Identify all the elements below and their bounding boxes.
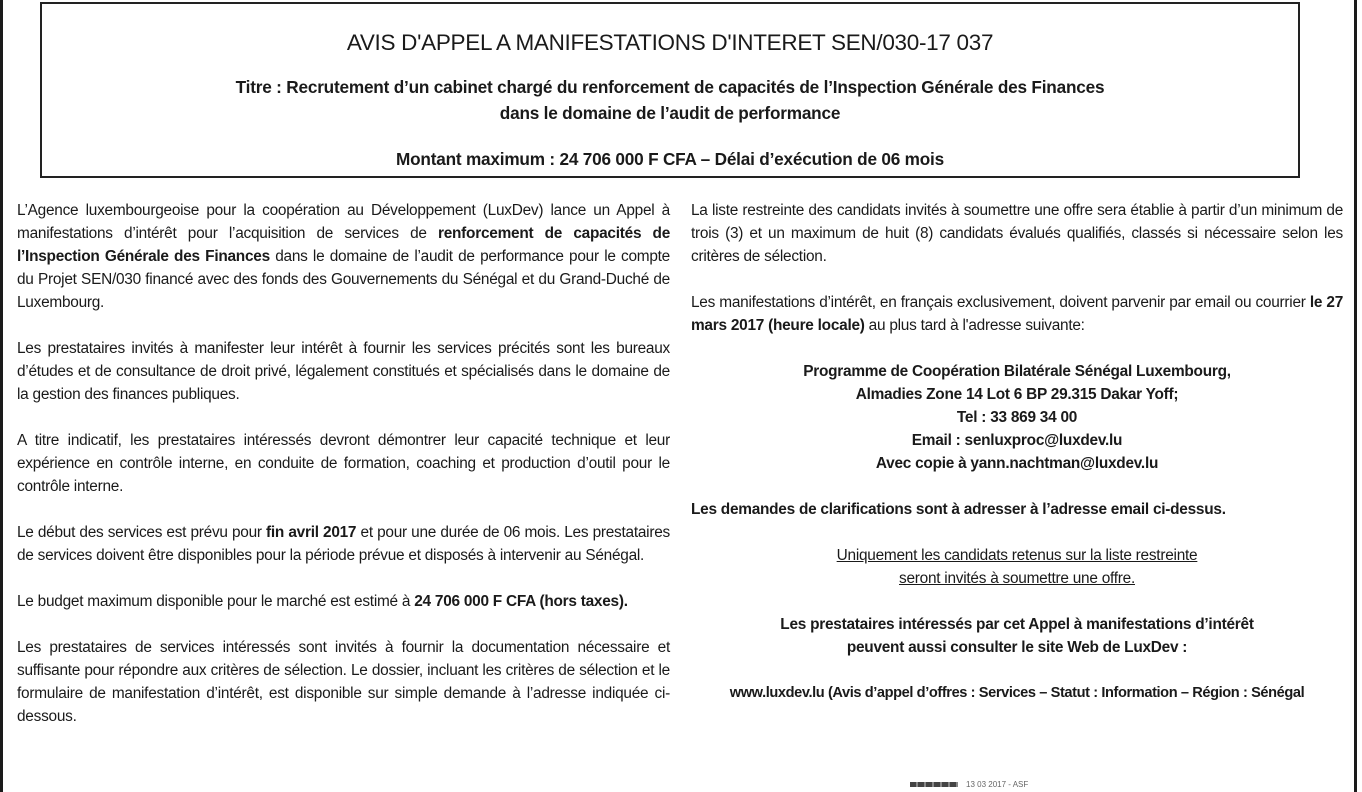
right-column <box>691 199 1343 705</box>
left-column <box>17 199 670 751</box>
address-cc-email[interactable]: Avec copie à yann.nachtman@luxdev.lu <box>875 455 1159 472</box>
intro-text-b: dans le domaine de l’audit de performance pour le compte du Projet SEN/030 financé avec des fonds des Gouvernements du Sénégal et du Grand-Duché de Luxembourg. <box>17 248 670 311</box>
address-email[interactable]: Email : senluxproc@luxdev.lu <box>911 432 1123 449</box>
paragraph-schedule <box>17 521 670 567</box>
shortlist-notice-line-1: Uniquement les candidats retenus sur la liste restreinte <box>836 547 1198 564</box>
budget-text: Le budget maximum disponible pour le marché est estimé à <box>17 593 415 610</box>
paragraph-intro <box>17 199 670 314</box>
subtitle-line-2: dans le domaine de l’audit de performance <box>499 103 841 123</box>
notice-subtitle <box>42 74 1298 126</box>
page-edge-right <box>1354 0 1357 792</box>
paragraph-shortlist: La liste restreinte des candidats invités à soumettre une offre sera établie à partir d’un minimum de trois (3) et un maximum de huit (8) candidats évalués qualifiés, classés si nécessaire selon les critères de sélection. <box>691 202 1343 265</box>
shortlist-notice-line-2: seront invités à soumettre une offre. <box>899 570 1135 587</box>
paragraph-capacity: A titre indicatif, les prestataires intéressés devront démontrer leur capacité technique et leur expérience en contrôle interne, en conduite de formation, coaching et production d’outil pour le contrôle interne. <box>17 432 670 495</box>
paragraph-budget <box>17 590 670 613</box>
paragraph-submission <box>691 291 1343 337</box>
budget-amount: 24 706 000 F CFA (hors taxes). <box>414 593 628 610</box>
barcode-mark <box>910 782 958 787</box>
page-edge-left <box>0 0 3 792</box>
submission-text-a: Les manifestations d’intérêt, en français exclusivement, doivent parvenir par email ou courrier <box>691 294 1310 311</box>
subtitle-line-1: Titre : Recrutement d’un cabinet chargé du renforcement de capacités de l’Inspection Générale des Finances <box>235 77 1105 97</box>
notice-amount: Montant maximum : 24 706 000 F CFA – Délai d’exécution de 06 mois <box>395 149 944 169</box>
address-block <box>691 360 1343 475</box>
address-phone: Tel : 33 869 34 00 <box>956 409 1078 426</box>
header-box <box>40 2 1300 178</box>
submission-text-b: au plus tard à l'adresse suivante: <box>864 317 1085 334</box>
footer-stamp: 13 03 2017 - ASF <box>966 780 1029 789</box>
shortlist-notice <box>691 544 1343 590</box>
website-info <box>691 613 1343 659</box>
intro-text-bold: renforcement de capacités de l’Inspection Générale des Finances <box>17 225 670 265</box>
clarification-note: Les demandes de clarifications sont à adresser à l’adresse email ci-dessus. <box>691 501 1226 518</box>
intro-text-a: L’Agence luxembourgeoise pour la coopération au Développement (LuxDev) lance un Appel à manifestations d’intérêt pour l’acquisition de services de <box>17 202 670 242</box>
paragraph-documentation: Les prestataires de services intéressés sont invités à fournir la documentation nécessaire et suffisante pour répondre aux critères de sélection. Le dossier, incluant les critères de sélection et le formulaire de manifestation d’intérêt, est disponible sur simple demande à l’adresse indiquée ci-dessous. <box>17 639 670 725</box>
notice-title: AVIS D'APPEL A MANIFESTATIONS D'INTERET SEN/030-17 037 <box>346 30 994 55</box>
schedule-text-a: Le début des services est prévu pour <box>17 524 267 541</box>
schedule-date: fin avril 2017 <box>266 524 357 541</box>
website-info-line-2: peuvent aussi consulter le site Web de LuxDev : <box>846 639 1188 656</box>
website-link[interactable]: www.luxdev.lu (Avis d’appel d’offres : Services – Statut : Information – Région : Sénégal <box>729 685 1305 701</box>
website-info-line-1: Les prestataires intéressés par cet Appel à manifestations d’intérêt <box>780 616 1254 633</box>
address-line: Almadies Zone 14 Lot 6 BP 29.315 Dakar Yoff; <box>855 386 1179 403</box>
schedule-text-b: et pour une durée de 06 mois. Les prestataires de services doivent être disponibles pour la période prévue et disposés à intervenir au Sénégal. <box>17 524 670 564</box>
address-line: Programme de Coopération Bilatérale Sénégal Luxembourg, <box>803 363 1231 380</box>
submission-deadline: le 27 mars 2017 (heure locale) <box>691 294 1343 334</box>
paragraph-eligibility: Les prestataires invités à manifester leur intérêt à fournir les services précités sont les bureaux d’études et de consultance de droit privé, légalement constitués et spécialisés dans le domaine de la gestion des finances publiques. <box>17 340 670 403</box>
